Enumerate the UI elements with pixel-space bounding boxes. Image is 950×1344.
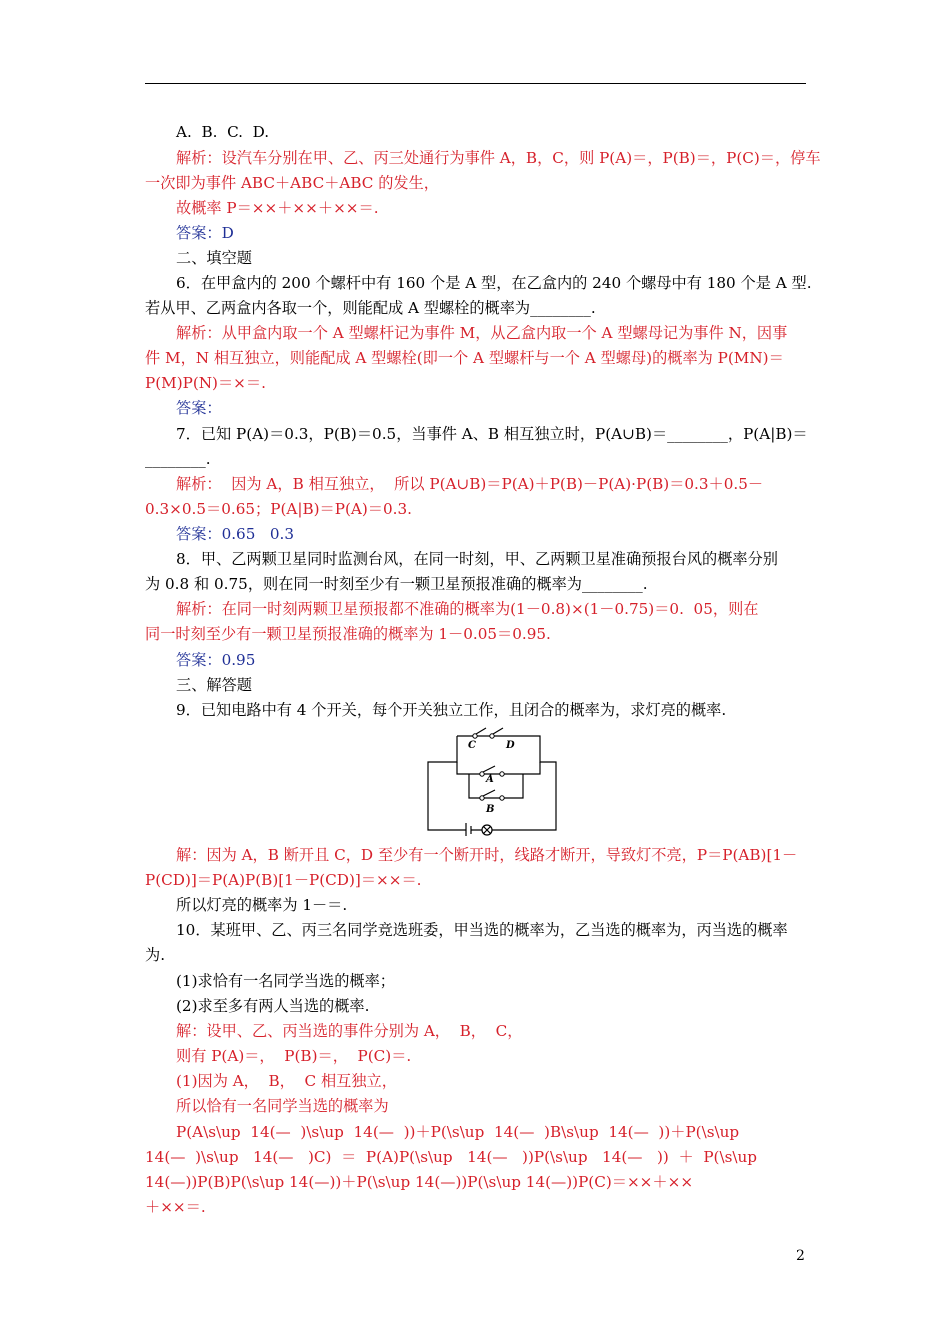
text-line: 故概率 P＝××＋××＋××＝. [176, 199, 379, 217]
text-line: A. B. C. D. [176, 123, 270, 141]
switch-d-label: D [506, 740, 515, 751]
text-line: 14(— )\s\up 14(— )C) ＝ P(A)P(\s\up 14(— ))P(\s\up 14(— )) ＋ P(\s\up [145, 1148, 757, 1166]
text-line: 解析：设汽车分别在甲、乙、丙三处通行为事件 A，B，C，则 P(A)＝，P(B)＝，P(C)＝，停车 [176, 149, 821, 167]
text-line: 解：因为 A，B 断开且 C，D 至少有一个断开时，线路才断开，导致灯不亮，P＝P(AB)[1－ [176, 846, 798, 864]
text-line: P(CD)]＝P(A)P(B)[1－P(CD)]＝××＝. [145, 871, 422, 889]
text-line: 8．甲、乙两颗卫星同时监测台风，在同一时刻，甲、乙两颗卫星准确预报台风的概率分别 [176, 550, 778, 568]
switch-c-label: C [468, 740, 476, 751]
text-line: 同一时刻至少有一颗卫星预报准确的概率为 1－0.05＝0.95. [145, 625, 551, 643]
page-number: 2 [796, 1248, 805, 1264]
switch-b-label: B [486, 804, 495, 815]
text-line: (1)因为 A， B， C 相互独立， [176, 1072, 397, 1090]
text-line: 答案： [176, 399, 222, 417]
text-line: ＋××＝. [145, 1198, 206, 1216]
text-line: 10．某班甲、乙、丙三名同学竞选班委，甲当选的概率为，乙当选的概率为，丙当选的概率 [176, 921, 788, 939]
text-line: ________. [145, 450, 211, 468]
text-line: 一次即为事件 ABC＋ABC＋ABC 的发生， [145, 174, 439, 192]
text-line: 所以恰有一名同学当选的概率为 [176, 1097, 389, 1115]
text-line: 为 0.8 和 0.75，则在同一时刻至少有一颗卫星预报准确的概率为________. [145, 575, 648, 593]
text-line: 答案：D [176, 224, 234, 242]
text-line: 解析：从甲盒内取一个 A 型螺杆记为事件 M，从乙盒内取一个 A 型螺母记为事件 N，因事 [176, 324, 788, 342]
text-line: 答案：0.95 [176, 651, 256, 669]
circuit-diagram [420, 726, 562, 836]
text-line: 则有 P(A)＝， P(B)＝， P(C)＝. [176, 1047, 412, 1065]
text-line: 解析：在同一时刻两颗卫星预报都不准确的概率为(1－0.8)×(1－0.75)＝0. 05，则在 [176, 600, 759, 618]
text-line: (2)求至多有两人当选的概率. [176, 997, 370, 1015]
header-rule [145, 83, 806, 84]
text-line: 9．已知电路中有 4 个开关，每个开关独立工作，且闭合的概率为，求灯亮的概率. [176, 701, 727, 719]
text-line: 解：设甲、乙、丙当选的事件分别为 A， B， C， [176, 1022, 523, 1040]
text-line: 解析： 因为 A，B 相互独立， 所以 P(A∪B)＝P(A)＋P(B)－P(A)·P(B)＝0.3＋0.5－ [176, 475, 764, 493]
text-line: 14(—))P(B)P(\s\up 14(—))＋P(\s\up 14(—))P(\s\up 14(—))P(C)＝××＋×× [145, 1173, 694, 1191]
text-line: 件 M，N 相互独立，则能配成 A 型螺栓(即一个 A 型螺杆与一个 A 型螺母)的概率为 P(MN)＝ [145, 349, 784, 367]
text-line: P(A\s\up 14(— )\s\up 14(— ))＋P(\s\up 14(— )B\s\up 14(— ))＋P(\s\up [176, 1123, 740, 1141]
text-line: 答案：0.65 0.3 [176, 525, 295, 543]
text-line: P(M)P(N)＝×＝. [145, 374, 266, 392]
text-line: 7．已知 P(A)＝0.3，P(B)＝0.5，当事件 A、B 相互独立时，P(A∪B)＝________，P(A|B)＝ [176, 425, 808, 443]
text-line: (1)求恰有一名同学当选的概率； [176, 972, 395, 990]
switch-a-label: A [486, 774, 494, 785]
text-line: 所以灯亮的概率为 1－＝. [176, 896, 348, 914]
text-line: 为. [145, 946, 166, 964]
text-line: 二、填空题 [176, 249, 252, 267]
text-line: 若从甲、乙两盒内各取一个，则能配成 A 型螺栓的概率为________. [145, 299, 596, 317]
text-line: 三、解答题 [176, 676, 252, 694]
text-line: 6．在甲盒内的 200 个螺杆中有 160 个是 A 型，在乙盒内的 240 个螺母中有 180 个是 A 型. [176, 274, 812, 292]
text-line: 0.3×0.5＝0.65；P(A|B)＝P(A)＝0.3. [145, 500, 412, 518]
